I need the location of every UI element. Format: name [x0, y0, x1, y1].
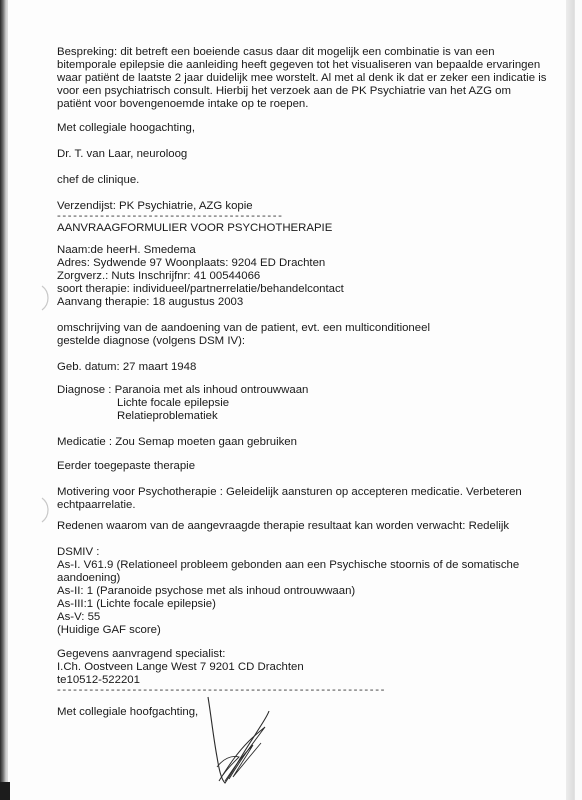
- patient-address: Adres: Sydwende 97 Woonplaats: 9204 ED Drachten: [57, 257, 326, 269]
- date-of-birth: Geb. datum: 27 maart 1948: [57, 361, 197, 373]
- scan-corner-mark: [0, 782, 10, 800]
- specialist-address: I.Ch. Oostveen Lange West 7 9201 CD Drachten: [57, 661, 304, 673]
- diagnosis-item-2: Lichte focale epilepsie: [117, 397, 230, 409]
- punch-hole-mark: [38, 284, 54, 312]
- document-sheet: [8, 0, 575, 800]
- therapy-start: Aanvang therapie: 18 augustus 2003: [57, 296, 244, 308]
- gaf-score: (Huidige GAF score): [57, 624, 161, 636]
- specialist-title: Gegevens aanvragend specialist:: [57, 648, 226, 660]
- distribution-list: Verzendijst: PK Psychiatrie, AZG kopie: [57, 200, 253, 212]
- insurance: Zorgverz.: Nuts Inschrijfnr: 41 00544066: [57, 270, 261, 282]
- dsm-axis-3: As-III:1 (Lichte focale epilepsie): [57, 598, 216, 610]
- description-line-1: omschrijving van de aandoening van de patient, evt. een multiconditioneel: [57, 322, 430, 334]
- signer-role: chef de clinique.: [57, 174, 140, 186]
- dsm-axis-1: As-I. V61.9 (Relationeel probleem gebonden aan een Psychische stoornis of de somatische: [57, 559, 520, 571]
- expected-result: Redenen waarom van de aangevraagde therapie resultaat kan worden verwacht: Redelijk: [57, 520, 510, 532]
- prior-therapy: Eerder toegepaste therapie: [57, 460, 196, 472]
- dsm-title: DSMIV :: [57, 546, 100, 558]
- medication: Medicatie : Zou Semap moeten gaan gebruiken: [57, 436, 297, 448]
- dsm-axis-5: As-V: 55: [57, 611, 101, 623]
- motivation: Motivering voor Psychotherapie : Geleidelijk aansturen op accepteren medicatie. Verbeteren echtpaarrelatie.: [57, 486, 525, 511]
- dsm-axis-1-cont: aandoening): [57, 572, 121, 584]
- handwritten-signature: [203, 695, 273, 787]
- form-title: AANVRAAGFORMULIER VOOR PSYCHOTHERAPIE: [57, 222, 333, 234]
- separator-line-2: -------------------------------------------------------------: [57, 684, 386, 696]
- diagnosis-item-3: Relatieproblematiek: [117, 410, 218, 422]
- greeting: Met collegiale hoogachting,: [57, 122, 196, 134]
- separator-line: ------------------------------------------: [57, 210, 284, 222]
- patient-name: Naam:de heerH. Smedema: [57, 244, 196, 256]
- punch-hole-mark-2: [38, 496, 54, 524]
- specialist-phone: te10512-522201: [57, 674, 140, 686]
- signer-name: Dr. T. van Laar, neuroloog: [57, 148, 188, 160]
- dsm-axis-2: As-II: 1 (Paranoide psychose met als inhoud ontrouwwaan): [57, 585, 356, 597]
- bespreking-paragraph: Bespreking: dit betreft een boeiende casus daar dit mogelijk een combinatie is van een bitemporale epilepsie die aanleiding heeft gegeven tot het visualiseren van bepaalde ervaringen waar patiënt de laatste 2 jaar duidelijk mee worstelt. Al met al denk ik dat er zeker een indicatie is voor een psychiatrisch consult. Hierbij het verzoek aan de PK Psychiatrie van het AZG om patiënt voor bovengenoemde intake op te roepen.: [57, 46, 550, 110]
- description-line-2: gestelde diagnose (volgens DSM IV):: [57, 335, 246, 347]
- closing-greeting: Met collegiale hoofgachting,: [57, 706, 199, 718]
- therapy-type: soort therapie: individueel/partnerrelatie/behandelcontact: [57, 283, 344, 295]
- diagnosis: Diagnose : Paranoia met als inhoud ontrouwwaan: [57, 384, 309, 396]
- page-edge-shadow: [566, 0, 574, 800]
